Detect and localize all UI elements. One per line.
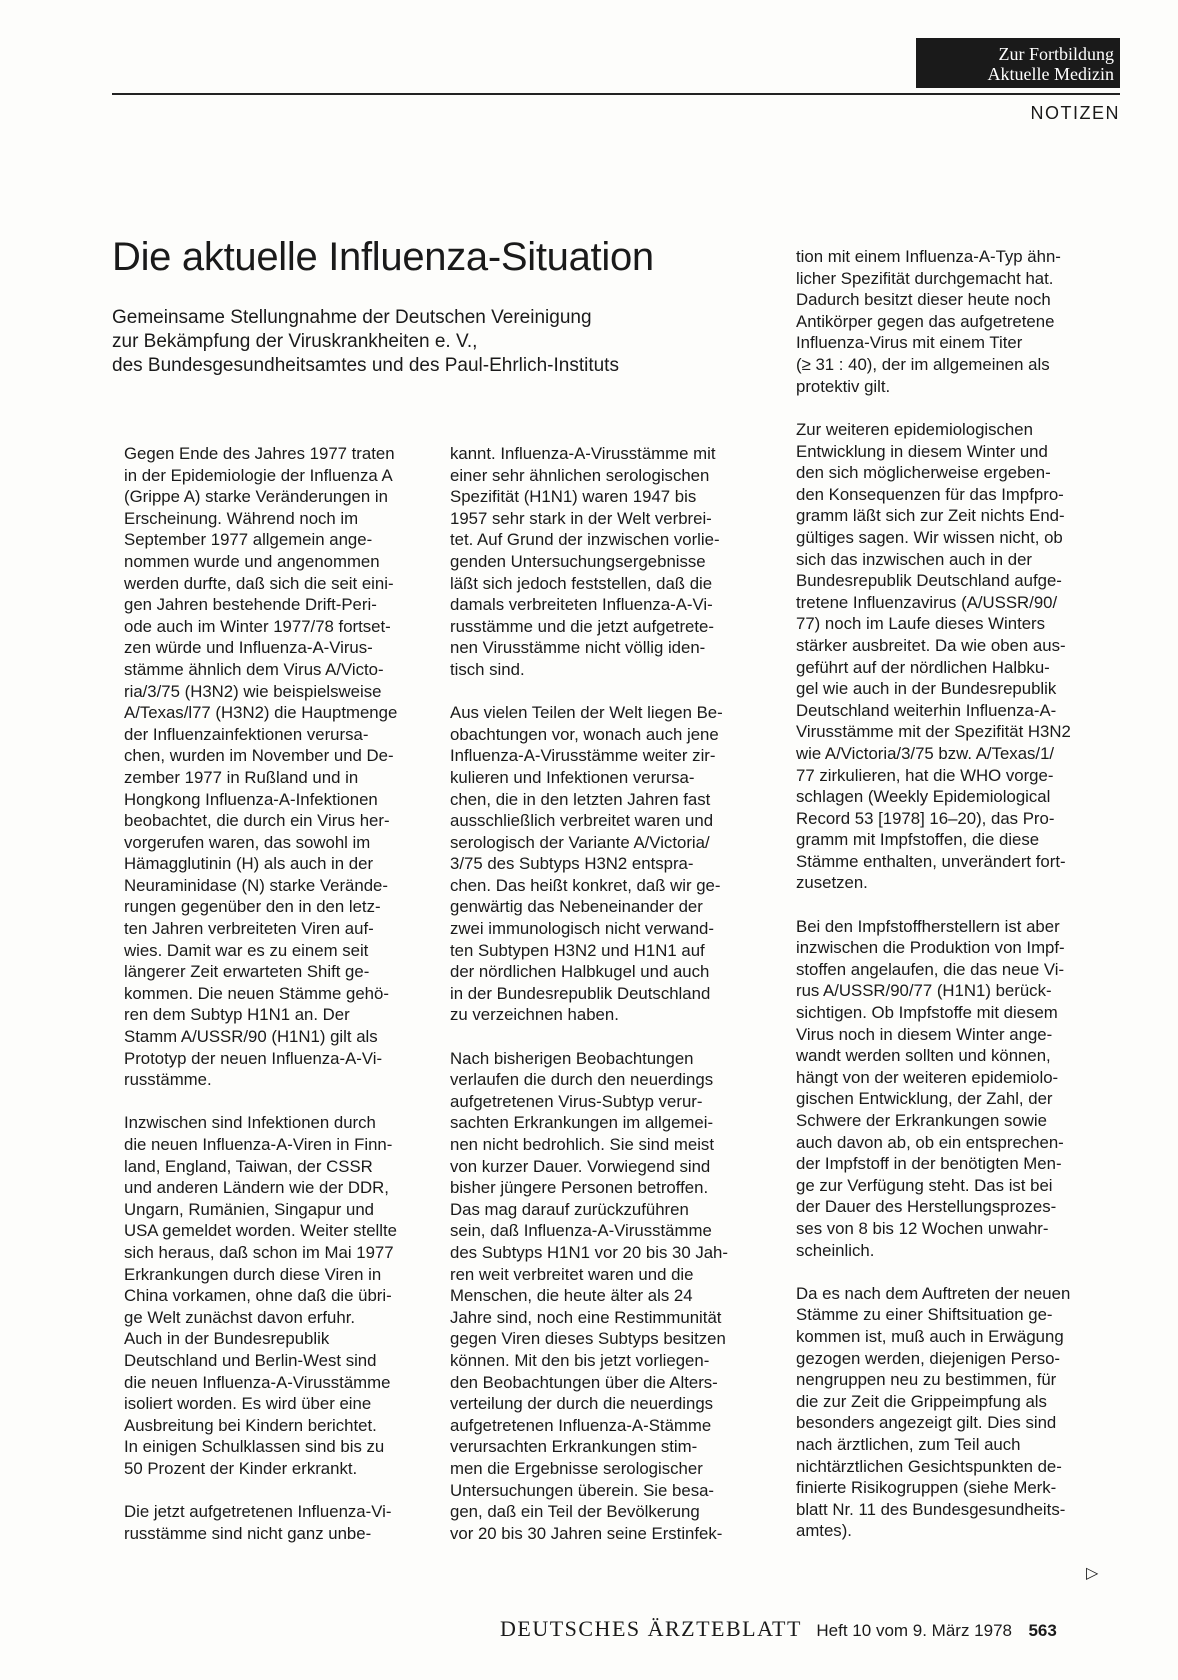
subtitle-line: zur Bekämpfung der Viruskrankheiten e. V., bbox=[112, 331, 478, 352]
text-line: gel wie auch in der Bundesrepublik bbox=[796, 679, 1057, 699]
text-line: vorgerufen waren, das sowohl im bbox=[124, 832, 371, 852]
text-line: nichtärztlichen Gesichtspunkten de- bbox=[796, 1456, 1062, 1476]
text-line: gen Jahren bestehende Drift-Peri- bbox=[124, 595, 377, 615]
text-line: verteilung der durch die neuerdings bbox=[450, 1394, 714, 1414]
text-line: A/Texas/l77 (H3N2) die Hauptmenge bbox=[124, 703, 398, 723]
text-line: ode auch im Winter 1977/78 fortset- bbox=[124, 616, 391, 636]
paragraph bbox=[124, 443, 424, 1091]
paragraph bbox=[796, 1283, 1114, 1542]
text-line: ten Subtypen H3N2 und H1N1 auf bbox=[450, 940, 705, 960]
text-line: verlaufen die durch den neuerdings bbox=[450, 1070, 714, 1090]
text-line: gegen Viren dieses Subtyps besitzen bbox=[450, 1329, 726, 1349]
text-line: ren dem Subtyp H1N1 an. Der bbox=[124, 1005, 350, 1025]
text-line: von kurzer Dauer. Vorwiegend sind bbox=[450, 1156, 711, 1176]
text-column-2 bbox=[450, 443, 754, 1566]
text-line: Stämme zu einer Shiftsituation ge- bbox=[796, 1305, 1053, 1325]
text-line: Influenza-Virus mit einem Titer bbox=[796, 333, 1023, 353]
text-line: gen, daß ein Teil der Bevölkerung bbox=[450, 1502, 700, 1522]
text-line: amtes). bbox=[796, 1521, 852, 1541]
paragraph bbox=[796, 916, 1114, 1262]
text-line: Untersuchungen überein. Sie besa- bbox=[450, 1480, 715, 1500]
text-line: rungen gegenüber den in den letz- bbox=[124, 897, 381, 917]
text-line: vor 20 bis 30 Jahren seine Erstinfek- bbox=[450, 1523, 723, 1543]
text-line: sich das inzwischen auch in der bbox=[796, 549, 1032, 569]
text-line: Dadurch besitzt dieser heute noch bbox=[796, 290, 1051, 310]
text-line: obachtungen vor, wonach auch jene bbox=[450, 724, 719, 744]
text-line: wandt werden sollten und können, bbox=[796, 1046, 1051, 1066]
text-line: der Influenzainfektionen verursa- bbox=[124, 724, 369, 744]
text-line: isoliert worden. Es wird über eine bbox=[124, 1394, 372, 1414]
text-line: chen. Das heißt konkret, daß wir ge- bbox=[450, 875, 721, 895]
text-line: gischen Entwicklung, der Zahl, der bbox=[796, 1089, 1053, 1109]
text-column-1 bbox=[124, 443, 424, 1566]
text-line: Erkrankungen durch diese Viren in bbox=[124, 1264, 382, 1284]
text-line: der nördlichen Halbkugel und auch bbox=[450, 962, 710, 982]
text-line: hängt von der weiteren epidemiolo- bbox=[796, 1067, 1059, 1087]
text-line: serologisch der Variante A/Victoria/ bbox=[450, 832, 710, 852]
text-line: nen Virusstämme nicht völlig iden- bbox=[450, 638, 706, 658]
text-line: verursachten Erkrankungen stim- bbox=[450, 1437, 698, 1457]
subtitle-line: Gemeinsame Stellungnahme der Deutschen Vereinigung bbox=[112, 307, 592, 328]
text-line: inzwischen die Produktion von Impf- bbox=[796, 938, 1065, 958]
text-line: Entwicklung in diesem Winter und bbox=[796, 441, 1048, 461]
text-line: licher Spezifität durchgemacht hat. bbox=[796, 268, 1054, 288]
text-line: sich heraus, daß schon im Mai 1977 bbox=[124, 1242, 394, 1262]
text-line: aufgetretenen Virus-Subtyp verur- bbox=[450, 1091, 703, 1111]
text-line: Nach bisherigen Beobachtungen bbox=[450, 1048, 694, 1068]
text-line: Menschen, die heute älter als 24 bbox=[450, 1286, 693, 1306]
badge-line-2: Aktuelle Medizin bbox=[987, 64, 1114, 84]
text-line: gramm läßt sich zur Zeit nichts End- bbox=[796, 506, 1065, 526]
text-line: genwärtig das Nebeneinander der bbox=[450, 897, 703, 917]
text-line: Erscheinung. Während noch im bbox=[124, 508, 359, 528]
text-line: auch davon ab, ob ein entsprechen- bbox=[796, 1132, 1064, 1152]
text-line: Record 53 [1978] 16–20), das Pro- bbox=[796, 808, 1055, 828]
text-line: Auch in der Bundesrepublik bbox=[124, 1329, 330, 1349]
text-line: zen würde und Influenza-A-Virus- bbox=[124, 638, 373, 658]
text-line: tretene Influenzavirus (A/USSR/90/ bbox=[796, 592, 1058, 612]
text-line: nengruppen neu zu bestimmen, für bbox=[796, 1370, 1057, 1390]
text-line: tion mit einem Influenza-A-Typ ähn- bbox=[796, 247, 1061, 266]
text-line: des Subtyps H1N1 vor 20 bis 30 Jah- bbox=[450, 1242, 728, 1262]
text-line: Virusstämme mit der Spezifität H3N2 bbox=[796, 722, 1071, 742]
text-line: zusetzen. bbox=[796, 873, 868, 893]
text-line: stärker ausbreitet. Da wie oben aus- bbox=[796, 635, 1066, 655]
text-line: gramm mit Impfstoffen, die diese bbox=[796, 830, 1040, 850]
text-line: die zur Zeit die Grippeimpfung als bbox=[796, 1391, 1047, 1411]
text-column-3-top bbox=[796, 246, 1114, 419]
text-line: in der Epidemiologie der Influenza A bbox=[124, 465, 393, 485]
paragraph bbox=[450, 1048, 754, 1545]
text-line: (Grippe A) starke Veränderungen in bbox=[124, 487, 388, 507]
text-line: Bundesrepublik Deutschland aufge- bbox=[796, 571, 1062, 591]
paragraph bbox=[796, 246, 1114, 397]
text-line: Aus vielen Teilen der Welt liegen Be- bbox=[450, 703, 723, 723]
text-line: werden durfte, daß sich die seit eini- bbox=[124, 573, 394, 593]
text-line: chen, die in den letzten Jahren fast bbox=[450, 789, 711, 809]
issue-info: Heft 10 vom 9. März 1978 bbox=[816, 1621, 1012, 1640]
text-line: Ausbreitung bei Kindern berichtet. bbox=[124, 1415, 377, 1435]
text-line: längerer Zeit erwarteten Shift ge- bbox=[124, 962, 370, 982]
text-line: Influenza-A-Virusstämme weiter zir- bbox=[450, 746, 716, 766]
paragraph bbox=[124, 1112, 424, 1479]
text-line: ria/3/75 (H3N2) wie beispielsweise bbox=[124, 681, 382, 701]
text-line: Zur weiteren epidemiologischen bbox=[796, 420, 1033, 439]
text-line: gültiges sagen. Wir wissen nicht, ob bbox=[796, 527, 1063, 547]
text-line: sein, daß Influenza-A-Virusstämme bbox=[450, 1221, 712, 1241]
text-line: tisch sind. bbox=[450, 659, 525, 679]
category-badge bbox=[916, 38, 1120, 88]
text-line: ge Welt zunächst davon erfuhr. bbox=[124, 1307, 356, 1327]
text-line: kommen. Die neuen Stämme gehö- bbox=[124, 983, 389, 1003]
text-line: kannt. Influenza-A-Virusstämme mit bbox=[450, 444, 716, 463]
text-line: chen, wurden im November und De- bbox=[124, 746, 394, 766]
text-line: September 1977 allgemein ange- bbox=[124, 530, 373, 550]
text-line: zwei immunologisch nicht verwand- bbox=[450, 919, 714, 939]
text-line: tet. Auf Grund der inzwischen vorlie- bbox=[450, 530, 720, 550]
text-line: ren weit verbreitet waren und die bbox=[450, 1264, 694, 1284]
text-line: ten Jahren verbreiteten Viren auf- bbox=[124, 919, 374, 939]
text-line: die neuen Influenza-A-Virusstämme bbox=[124, 1372, 391, 1392]
paragraph bbox=[796, 419, 1114, 894]
text-line: 50 Prozent der Kinder erkrankt. bbox=[124, 1458, 358, 1478]
text-line: russtämme. bbox=[124, 1070, 212, 1090]
journal-name: DEUTSCHES ÄRZTEBLATT bbox=[500, 1616, 802, 1641]
page-footer bbox=[500, 1616, 1057, 1642]
text-line: die neuen Influenza-A-Viren in Finn- bbox=[124, 1135, 393, 1154]
text-line: scheinlich. bbox=[796, 1240, 875, 1260]
text-line: gezogen werden, diejenigen Perso- bbox=[796, 1348, 1061, 1368]
text-line: rus A/USSR/90/77 (H1N1) berück- bbox=[796, 981, 1052, 1001]
text-line: 3/75 des Subtyps H3N2 entspra- bbox=[450, 854, 694, 874]
subtitle-line: des Bundesgesundheitsamtes und des Paul-Ehrlich-Instituts bbox=[112, 355, 619, 376]
text-line: ge zur Verfügung steht. Das ist bei bbox=[796, 1175, 1053, 1195]
text-line: genden Untersuchungsergebnisse bbox=[450, 551, 706, 571]
text-line: in der Bundesrepublik Deutschland bbox=[450, 983, 711, 1003]
text-line: China vorkamen, ohne daß die übri- bbox=[124, 1286, 392, 1306]
text-line: sachten Erkrankungen im allgemei- bbox=[450, 1113, 714, 1133]
text-line: Stamm A/USSR/90 (H1N1) gilt als bbox=[124, 1027, 378, 1047]
article-title: Die aktuelle Influenza-Situation bbox=[112, 235, 654, 279]
article-subtitle bbox=[112, 306, 732, 378]
text-line: USA gemeldet worden. Weiter stellte bbox=[124, 1221, 397, 1241]
text-line: land, England, Taiwan, der CSSR bbox=[124, 1156, 373, 1176]
text-line: sichtigen. Ob Impfstoffe mit diesem bbox=[796, 1003, 1058, 1023]
text-line: nach ärztlichen, zum Teil auch bbox=[796, 1434, 1021, 1454]
text-line: kulieren und Infektionen verursa- bbox=[450, 767, 695, 787]
text-line: Da es nach dem Auftreten der neuen bbox=[796, 1283, 1071, 1303]
text-line: Die jetzt aufgetretenen Influenza-Vi- bbox=[124, 1502, 392, 1522]
text-line: Schwere der Erkrankungen sowie bbox=[796, 1111, 1047, 1130]
text-line: men die Ergebnisse serologischer bbox=[450, 1458, 703, 1478]
text-line: besonders angezeigt gilt. Dies sind bbox=[796, 1413, 1057, 1433]
text-line: Deutschland weiterhin Influenza-A- bbox=[796, 700, 1057, 720]
text-line: Virus noch in diesem Winter ange- bbox=[796, 1024, 1053, 1044]
text-line: ses von 8 bis 12 Wochen unwahr- bbox=[796, 1218, 1049, 1238]
text-line: kommen ist, muß auch in Erwägung bbox=[796, 1326, 1064, 1346]
text-line: Ungarn, Rumänien, Singapur und bbox=[124, 1199, 375, 1219]
text-line: den Konsequenzen für das Impfpro- bbox=[796, 484, 1064, 504]
text-line: Prototyp der neuen Influenza-A-Vi- bbox=[124, 1048, 383, 1068]
text-line: Jahre sind, noch eine Restimmunität bbox=[450, 1307, 722, 1327]
text-line: 77) noch im Laufe dieses Winters bbox=[796, 614, 1046, 634]
text-line: geführt auf der nördlichen Halbku- bbox=[796, 657, 1050, 677]
badge-line-1: Zur Fortbildung bbox=[998, 44, 1114, 64]
text-line: In einigen Schulklassen sind bis zu bbox=[124, 1437, 385, 1457]
text-column-3 bbox=[796, 419, 1114, 1563]
text-line: finierte Risikogruppen (siehe Merk- bbox=[796, 1478, 1057, 1498]
text-line: Spezifität (H1N1) waren 1947 bis bbox=[450, 487, 697, 507]
text-line: Antikörper gegen das aufgetretene bbox=[796, 311, 1055, 331]
text-line: den sich möglicherweise ergeben- bbox=[796, 463, 1051, 483]
text-line: Hongkong Influenza-A-Infektionen bbox=[124, 789, 378, 809]
section-label: NOTIZEN bbox=[1030, 103, 1120, 123]
text-line: Gegen Ende des Jahres 1977 traten bbox=[124, 444, 395, 463]
text-line: zember 1977 in Rußland und in bbox=[124, 767, 359, 787]
text-line: ausschließlich verbreitet waren und bbox=[450, 811, 714, 831]
text-line: blatt Nr. 11 des Bundesgesundheits- bbox=[796, 1499, 1066, 1519]
text-line: und anderen Ländern wie der DDR, bbox=[124, 1178, 389, 1198]
text-line: Inzwischen sind Infektionen durch bbox=[124, 1113, 376, 1133]
text-line: damals verbreiteten Influenza-A-Vi- bbox=[450, 595, 713, 615]
paragraph bbox=[450, 443, 754, 681]
text-line: Neuraminidase (N) starke Verände- bbox=[124, 875, 388, 895]
text-line: stoffen angelaufen, die das neue Vi- bbox=[796, 959, 1065, 979]
header-rule bbox=[112, 93, 1120, 95]
text-line: aufgetretenen Influenza-A-Stämme bbox=[450, 1415, 712, 1435]
text-line: zu verzeichnen haben. bbox=[450, 1005, 619, 1025]
page-number: 563 bbox=[1028, 1621, 1057, 1640]
text-line: läßt sich jedoch feststellen, daß die bbox=[450, 573, 713, 593]
text-line: den Beobachtungen über die Alters- bbox=[450, 1372, 718, 1392]
text-line: protektiv gilt. bbox=[796, 376, 891, 396]
text-line: Bei den Impfstoffherstellern ist aber bbox=[796, 916, 1060, 936]
text-line: bisher jüngere Personen betroffen. bbox=[450, 1178, 709, 1198]
text-line: wies. Damit war es zu einem seit bbox=[124, 940, 369, 960]
text-line: beobachtet, die durch ein Virus her- bbox=[124, 811, 390, 831]
text-line: der Impfstoff in der benötigten Men- bbox=[796, 1154, 1062, 1174]
text-line: Das mag darauf zurückzuführen bbox=[450, 1199, 689, 1219]
text-line: Hämagglutinin (H) als auch in der bbox=[124, 854, 374, 874]
paragraph bbox=[124, 1501, 424, 1544]
continue-arrow-icon: ▷ bbox=[1086, 1565, 1099, 1582]
text-line: nen nicht bedrohlich. Sie sind meist bbox=[450, 1135, 714, 1154]
text-line: (≥ 31 : 40), der im allgemeinen als bbox=[796, 354, 1050, 374]
text-line: der Dauer des Herstellungsprozes- bbox=[796, 1197, 1057, 1217]
text-line: nommen wurde und angenommen bbox=[124, 551, 380, 571]
text-line: einer sehr ähnlichen serologischen bbox=[450, 465, 710, 485]
paragraph bbox=[450, 702, 754, 1026]
text-line: russtämme und die jetzt aufgetrete- bbox=[450, 616, 714, 636]
text-line: können. Mit den bis jetzt vorliegen- bbox=[450, 1350, 710, 1370]
text-line: 1957 sehr stark in der Welt verbrei- bbox=[450, 508, 712, 528]
text-line: russtämme sind nicht ganz unbe- bbox=[124, 1523, 372, 1543]
text-line: wie A/Victoria/3/75 bzw. A/Texas/1/ bbox=[796, 743, 1055, 763]
text-line: Deutschland und Berlin-West sind bbox=[124, 1350, 377, 1370]
text-line: stämme ähnlich dem Virus A/Victo- bbox=[124, 659, 384, 679]
text-line: 77 zirkulieren, hat die WHO vorge- bbox=[796, 765, 1054, 785]
text-line: Stämme enthalten, unverändert fort- bbox=[796, 851, 1066, 871]
text-line: schlagen (Weekly Epidemiological bbox=[796, 787, 1051, 807]
